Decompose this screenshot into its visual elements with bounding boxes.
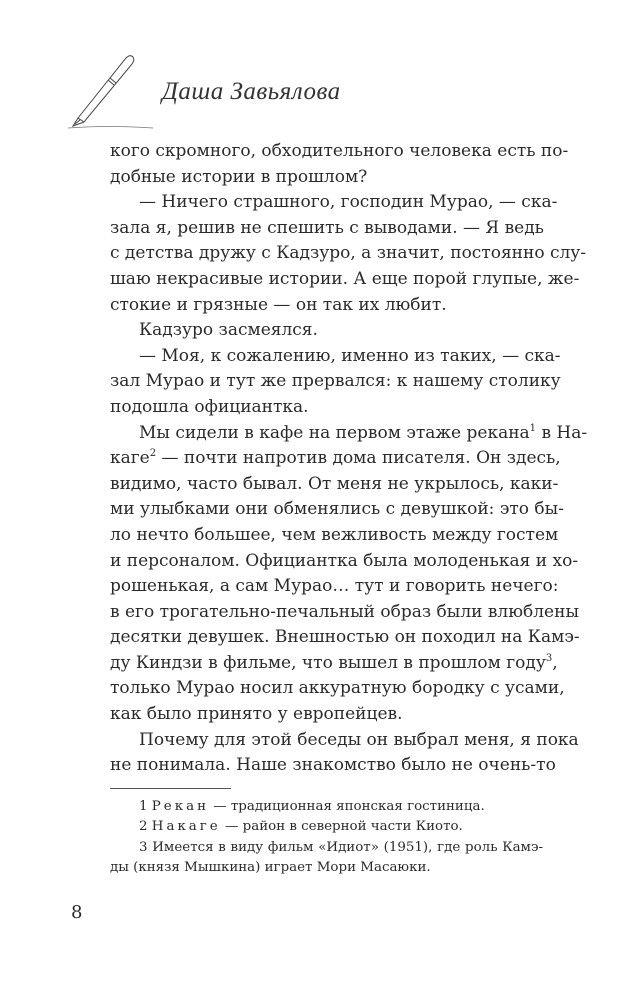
text-segment: кого скромного, обходительного человека есть по- — [110, 141, 569, 161]
text-line — [110, 293, 543, 319]
text-segment: не понимала. Наше знакомство было не очень-то — [110, 755, 556, 776]
text-segment: как было принято у европейцев. — [110, 704, 403, 725]
text-segment: рошенькая, а сам Мурао… тут и говорить нечего: — [110, 576, 559, 597]
text-line — [110, 369, 561, 395]
text-line — [110, 267, 580, 293]
text-segment: ми улыбками они обменялись с девушкой: это бы- — [110, 499, 564, 520]
text-line — [110, 549, 579, 575]
text-segment: десятки девушек. Внешностью он походил на Камэ- — [110, 627, 580, 648]
page-number: 8 — [71, 902, 83, 923]
footnote-line — [110, 858, 543, 878]
text-line — [110, 395, 543, 421]
text-segment: зал Мурао и тут же прервался: к нашему столику — [110, 371, 561, 392]
text-segment: — традиционная японская гостиница. — [209, 799, 485, 814]
text-line — [110, 574, 559, 600]
text-line — [110, 241, 587, 267]
text-segment: в его трогательно-печальный образ были влюблены — [110, 601, 579, 622]
text-segment: ло нечто большее, чем вежливость между гостем — [110, 524, 559, 545]
text-line — [110, 190, 558, 216]
text-line — [110, 318, 543, 344]
text-segment: в На- — [536, 422, 588, 443]
text-line — [110, 523, 559, 549]
text-segment: Мы сидели в кафе на первом этаже рекана — [139, 422, 530, 443]
text-segment: — почти напротив дома писателя. Он здесь, — [156, 448, 561, 469]
text-line — [110, 216, 543, 242]
text-segment: каге — [110, 448, 150, 469]
author-name: Даша Завьялова — [162, 78, 341, 105]
text-line — [110, 344, 561, 370]
text-segment: ды (князя Мышкина) играет Мори Масаюки. — [110, 859, 431, 875]
text-segment: — район в северной части Киото. — [220, 819, 463, 835]
footnote-line — [110, 797, 543, 817]
text-line — [110, 651, 558, 677]
text-line — [110, 728, 579, 754]
footnote-marker: 1 — [529, 422, 537, 434]
text-segment: добные истории в прошлом? — [110, 166, 368, 187]
footnotes — [110, 797, 543, 878]
text-line — [110, 165, 543, 191]
text-segment: 3 Имеется в виду фильм «Идиот» (1951), где роль Камэ- — [139, 839, 543, 855]
text-line — [110, 446, 561, 472]
text-segment: шаю некрасивые истории. А еще порой глупые, же- — [110, 268, 580, 289]
text-line — [110, 625, 580, 651]
text-line — [110, 600, 579, 626]
text-line — [110, 753, 556, 779]
footnote-separator — [110, 788, 231, 789]
text-segment: Рекан — [151, 799, 209, 814]
text-segment: и персоналом. Официантка была молоденькая и хо- — [110, 550, 579, 571]
text-segment: только Мурао носил аккуратную бородку с усами, — [110, 678, 565, 699]
text-segment: — Моя, к сожалению, именно из таких, — ска- — [139, 345, 561, 366]
footnote-marker: 2 — [149, 448, 157, 460]
text-segment: 2 — [139, 819, 152, 835]
text-segment: ду Киндзи в фильме, что вышел в прошлом году — [110, 652, 546, 673]
text-line — [110, 421, 588, 447]
text-segment: Почему для этой беседы он выбрал меня, я пока — [139, 729, 579, 750]
text-segment: Накаге — [151, 819, 221, 835]
text-segment: с детства дружу с Кадзуро, а значит, постоянно слу- — [110, 243, 587, 264]
text-line — [110, 676, 565, 702]
fountain-pen-icon — [68, 52, 158, 132]
text-segment: — Ничего страшного, господин Мурао, — ска- — [139, 192, 558, 213]
footnote-line — [110, 817, 543, 837]
text-segment: , — [552, 652, 558, 673]
text-segment: видимо, часто бывал. От меня не укрылось, каки- — [110, 473, 559, 494]
text-line — [110, 139, 569, 165]
text-segment: зала я, решив не спешить с выводами. — Я ведь — [110, 217, 544, 238]
text-segment: стокие и грязные — он так их любит. — [110, 294, 447, 315]
footnote-line — [110, 838, 543, 858]
text-line — [110, 497, 564, 523]
running-header — [0, 0, 619, 135]
footnote-marker: 3 — [545, 652, 553, 664]
body-text — [110, 139, 588, 779]
text-line — [110, 472, 559, 498]
text-segment: 1 — [139, 799, 152, 814]
text-segment: Кадзуро засмеялся. — [139, 320, 318, 341]
text-line — [110, 702, 543, 728]
text-segment: подошла официантка. — [110, 396, 309, 417]
